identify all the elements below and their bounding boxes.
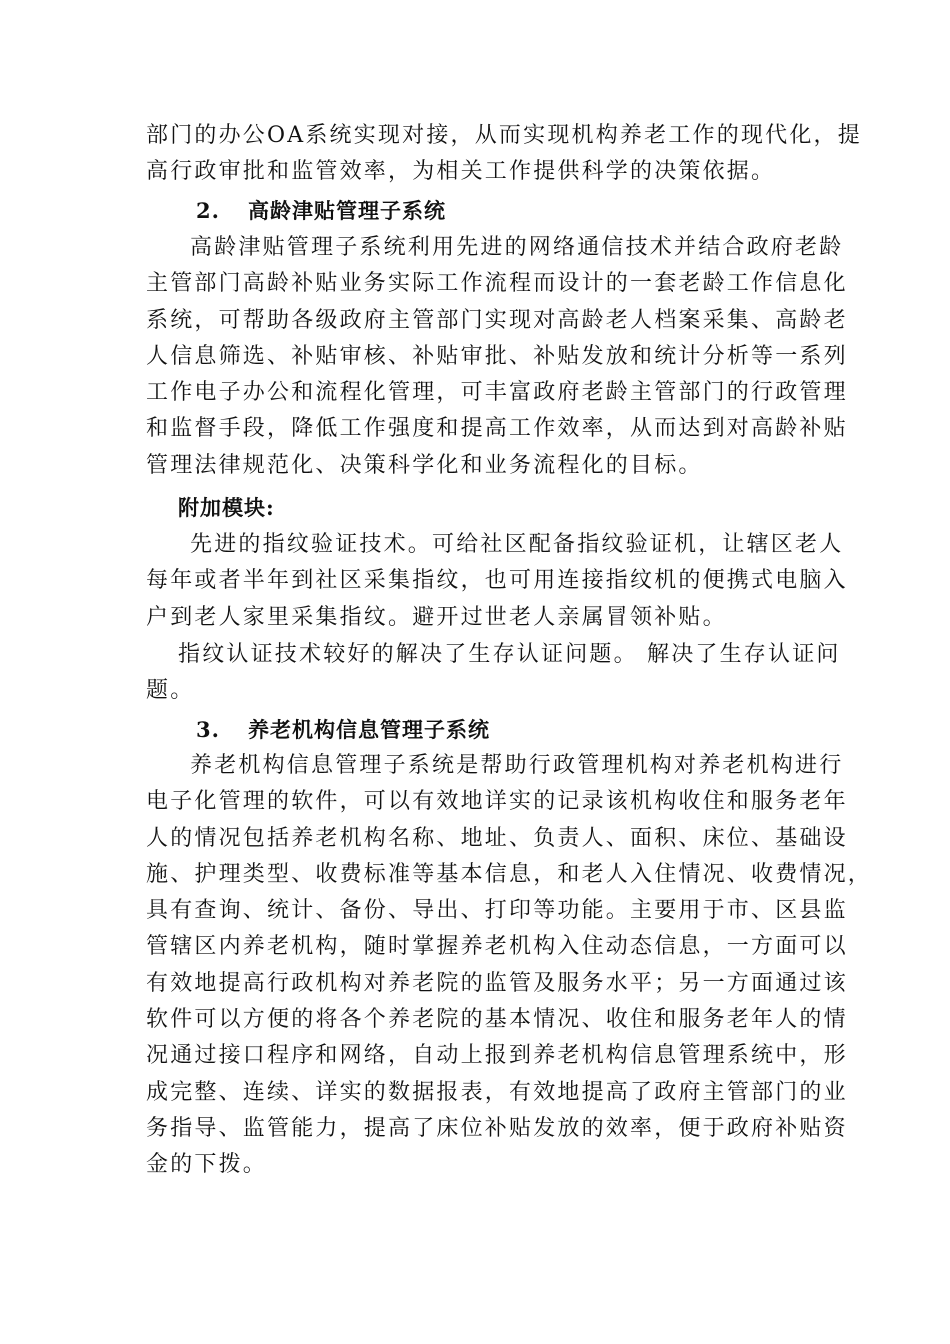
text-line: 管理法律规范化、决策科学化和业务流程化的目标。 [146,452,703,478]
section-number: 2. [196,198,220,223]
text-line: 主管部门高龄补贴业务实际工作流程而设计的一套老龄工作信息化 [146,271,848,297]
paragraph-oa-integration [146,118,862,191]
text-line: 工作电子办公和流程化管理，可丰富政府老龄主管部门的行政管理 [146,380,848,406]
text-line: 人的情况包括养老机构名称、地址、负责人、面积、床位、基础设 [146,825,848,851]
text-line: 系统，可帮助各级政府主管部门实现对高龄老人档案采集、高龄老 [146,307,848,333]
text-line: 和监督手段，降低工作强度和提高工作效率，从而达到对高龄补贴 [146,416,848,442]
paragraph-subsidy-system [146,230,848,484]
text-line: 指纹认证技术较好的解决了生存认证问题。 解决了生存认证问 [178,642,841,667]
text-line: 题。 [146,678,195,704]
text-line: 管辖区内养老机构，随时掌握养老机构入住动态信息，一方面可以 [146,934,848,960]
text-line: 电子化管理的软件，可以有效地详实的记录该机构收住和服务老年 [146,789,848,815]
text-line: 施、护理类型、收费标准等基本信息，和老人入住情况、收费情况， [146,861,873,887]
text-line: 部门的办公OA系统实现对接，从而实现机构养老工作的现代化，提 [146,123,862,148]
addon-module-heading: 附加模块: [178,495,275,520]
text-line: 金的下拨。 [146,1152,268,1178]
text-line: 先进的指纹验证技术。可给社区配备指纹验证机，让辖区老人 [190,532,844,557]
text-line: 有效地提高行政机构对养老院的监管及服务水平；另一方面通过该 [146,970,848,996]
section-title: 养老机构信息管理子系统 [248,717,490,742]
section-title: 高龄津贴管理子系统 [248,198,446,223]
text-line: 人信息筛选、补贴审核、补贴审批、补贴发放和统计分析等一系列 [146,343,848,369]
text-line: 软件可以方便的将各个养老院的基本情况、收住和服务老年人的情 [146,1007,848,1033]
text-line: 具有查询、统计、备份、导出、打印等功能。主要用于市、区县监 [146,898,848,924]
text-line: 务指导、监管能力，提高了床位补贴发放的效率，便于政府补贴资 [146,1115,848,1141]
paragraph-survival-auth [146,637,841,710]
text-line: 户到老人家里采集指纹。避开过世老人亲属冒领补贴。 [146,604,727,630]
text-line: 养老机构信息管理子系统是帮助行政管理机构对养老机构进行 [190,753,844,778]
text-line: 成完整、连续、详实的数据报表，有效地提高了政府主管部门的业 [146,1079,848,1105]
paragraph-care-institution [146,748,873,1184]
section-heading-3 [146,712,856,748]
text-line: 高龄津贴管理子系统利用先进的网络通信技术并结合政府老龄 [190,235,844,260]
text-line: 每年或者半年到社区采集指纹，也可用连接指纹机的便携式电脑入 [146,568,848,594]
text-line: 高行政审批和监管效率，为相关工作提供科学的决策依据。 [146,159,776,185]
section-heading-2 [146,193,856,229]
text-line: 况通过接口程序和网络，自动上报到养老机构信息管理系统中，形 [146,1043,848,1069]
section-number: 3. [196,717,220,742]
paragraph-fingerprint [146,527,848,636]
